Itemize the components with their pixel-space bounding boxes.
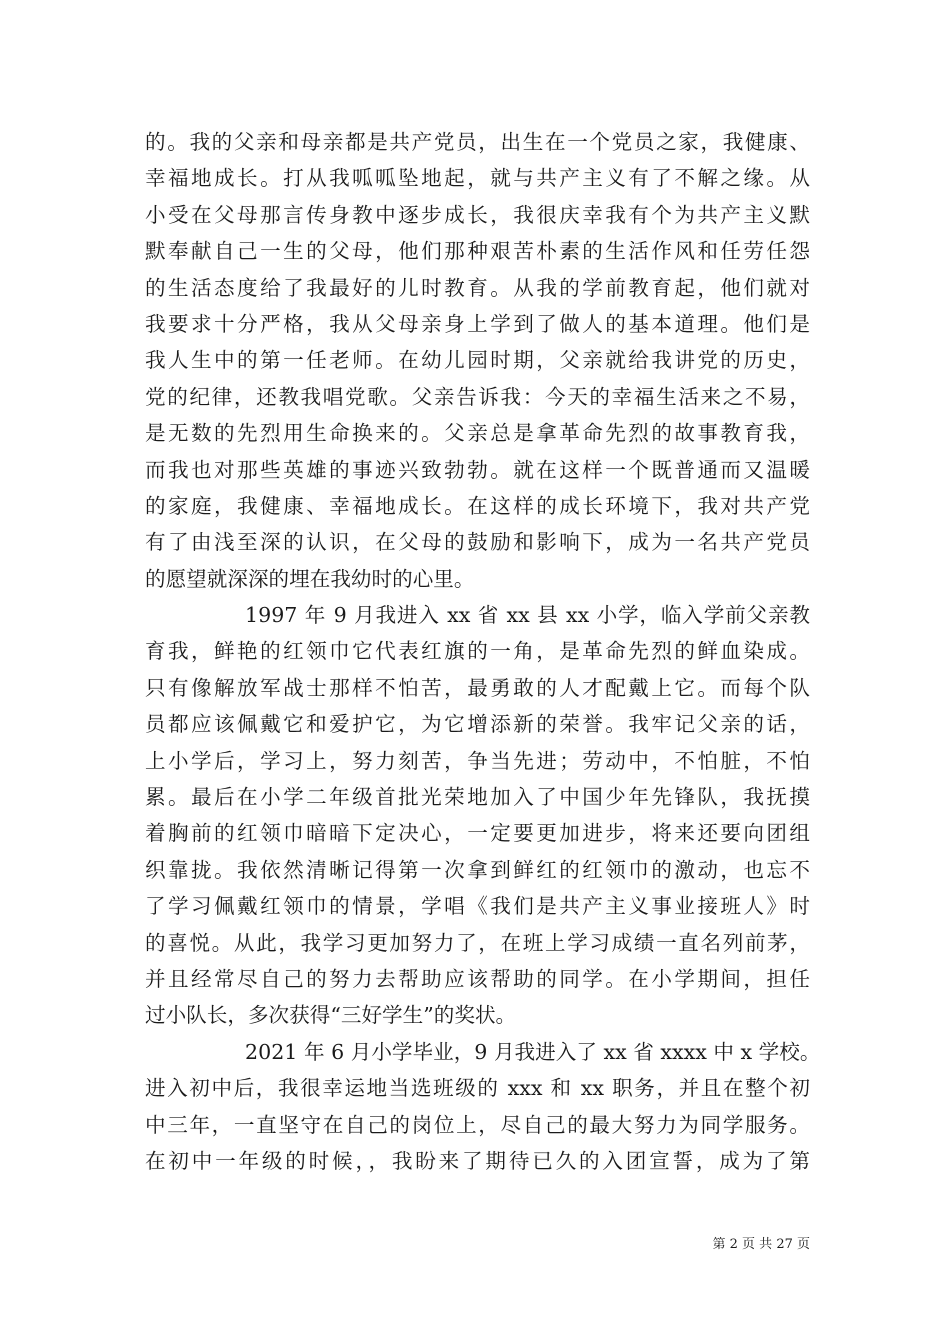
text-line: 党的纪律，还教我唱党歌。父亲告诉我：今天的幸福生活来之不易， [145, 384, 810, 409]
text-line: 上小学后，学习上，努力刻苦，争当先进；劳动中，不怕脏，不怕 [145, 748, 810, 773]
text-line: 了学习佩戴红领巾的情景，学唱《我们是共产主义事业接班人》时 [145, 894, 810, 919]
text-line: 过小队长，多次获得“三好学生”的奖状。 [145, 1003, 517, 1028]
text-line: 的生活态度给了我最好的儿时教育。从我的学前教育起，他们就对 [145, 275, 810, 300]
text-line: 小受在父母那言传身教中逐步成长，我很庆幸我有个为共产主义默 [145, 202, 810, 227]
text-line: 我要求十分严格，我从父母亲身上学到了做人的基本道理。他们是 [145, 311, 810, 336]
text-line: 的家庭，我健康、幸福地成长。在这样的成长环境下，我对共产党 [145, 493, 810, 518]
text-line: 有了由浅至深的认识，在父母的鼓励和影响下，成为一名共产党员 [145, 530, 810, 555]
text-line: 并且经常尽自己的努力去帮助应该帮助的同学。在小学期间，担任 [145, 966, 810, 991]
paragraph [145, 124, 810, 597]
text-line: 着胸前的红领巾暗暗下定决心，一定要更加进步，将来还要向团组 [145, 821, 810, 846]
text-line: 只有像解放军战士那样不怕苦，最勇敢的人才配戴上它。而每个队 [145, 675, 810, 700]
text-line: 中三年，一直坚守在自己的岗位上，尽自己的最大努力为同学服务。 [145, 1112, 810, 1137]
paragraph [145, 1034, 821, 1180]
text-line: 的。我的父亲和母亲都是共产党员，出生在一个党员之家，我健康、 [145, 130, 810, 154]
text-line: 2021 年 6 月小学毕业，9 月我进入了 xx 省 xxxx 中 x 学校。 [245, 1039, 821, 1064]
text-line: 员都应该佩戴它和爱护它，为它增添新的荣誉。我牢记父亲的话， [145, 712, 810, 737]
text-line: 织靠拢。我依然清晰记得第一次拿到鲜红的红领巾的激动，也忘不 [145, 857, 810, 882]
page-footer: 第 2 页 共 27 页 [712, 1237, 810, 1252]
text-line: 在初中一年级的时候，，我盼来了期待已久的入团宣誓，成为了第 [145, 1148, 810, 1173]
paragraph [145, 597, 810, 1034]
text-line: 的喜悦。从此，我学习更加努力了，在班上学习成绩一直名列前茅， [145, 930, 810, 955]
text-line: 默奉献自己一生的父母，他们那种艰苦朴素的生活作风和任劳任怨 [145, 239, 810, 264]
text-line: 累。最后在小学二年级首批光荣地加入了中国少年先锋队，我抚摸 [145, 785, 810, 810]
text-line: 1997 年 9 月我进入 xx 省 xx 县 xx 小学，临入学前父亲教 [245, 603, 810, 628]
text-line: 而我也对那些英雄的事迹兴致勃勃。就在这样一个既普通而又温暖 [145, 457, 810, 482]
text-line: 的愿望就深深的埋在我幼时的心里。 [145, 566, 475, 591]
text-line: 进入初中后，我很幸运地当选班级的 xxx 和 xx 职务，并且在整个初 [145, 1076, 810, 1101]
body-text [145, 124, 821, 1179]
text-line: 育我，鲜艳的红领巾它代表红旗的一角，是革命先烈的鲜血染成。 [145, 639, 810, 664]
text-line: 我人生中的第一任老师。在幼儿园时期，父亲就给我讲党的历史， [145, 348, 810, 373]
text-line: 幸福地成长。打从我呱呱坠地起，就与共产主义有了不解之缘。从 [145, 166, 810, 191]
text-line: 是无数的先烈用生命换来的。父亲总是拿革命先烈的故事教育我， [145, 421, 810, 446]
